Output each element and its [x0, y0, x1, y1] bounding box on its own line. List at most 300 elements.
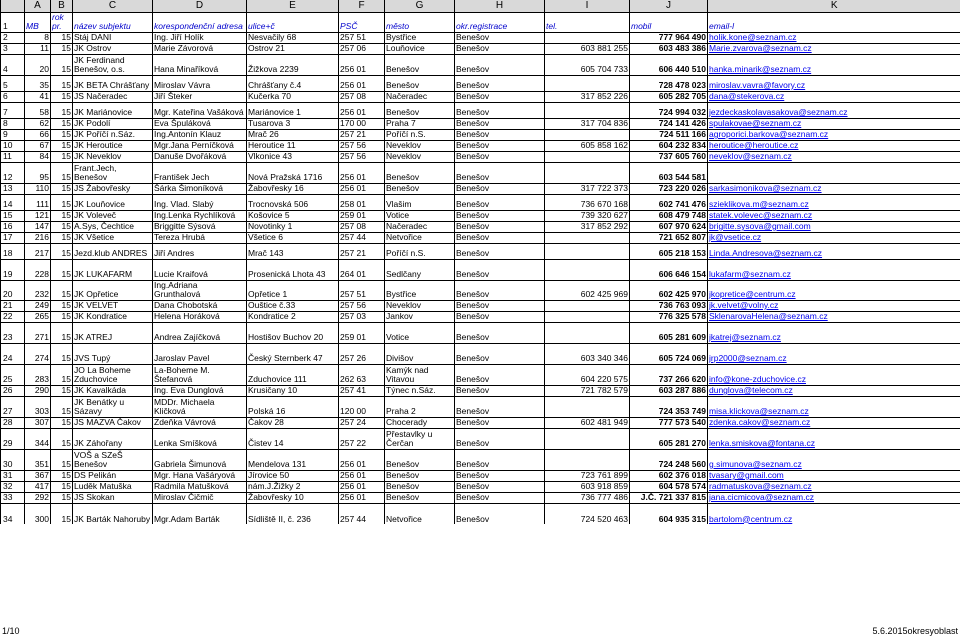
row-number[interactable]: 19	[1, 259, 25, 280]
mobile-cell[interactable]: 777 573 540	[630, 417, 708, 428]
mb-cell[interactable]: 8	[25, 32, 51, 43]
mobile-cell[interactable]: 604 935 315	[630, 503, 708, 524]
row-number[interactable]: 7	[1, 102, 25, 118]
district-cell[interactable]: Benešov	[455, 300, 545, 311]
phone-cell[interactable]: 724 520 463	[545, 503, 630, 524]
district-cell[interactable]: Benešov	[455, 32, 545, 43]
district-cell[interactable]: Benešov	[455, 91, 545, 102]
row-number[interactable]: 8	[1, 118, 25, 129]
email-cell[interactable]: holik.kone@seznam.cz	[708, 32, 960, 43]
district-cell[interactable]: Benešov	[455, 140, 545, 151]
header-city[interactable]: město	[385, 12, 455, 32]
district-cell[interactable]: Benešov	[455, 470, 545, 481]
phone-cell[interactable]: 603 918 859	[545, 481, 630, 492]
year-cell[interactable]: 15	[51, 102, 73, 118]
zip-cell[interactable]: 256 01	[339, 183, 385, 194]
city-cell[interactable]: Chocerady	[385, 417, 455, 428]
contact-cell[interactable]: Helena Horáková	[153, 311, 247, 322]
zip-cell[interactable]: 120 00	[339, 396, 385, 417]
zip-cell[interactable]: 257 22	[339, 428, 385, 449]
mobile-cell[interactable]: 605 281 270	[630, 428, 708, 449]
city-cell[interactable]: Neveklov	[385, 140, 455, 151]
mb-cell[interactable]: 67	[25, 140, 51, 151]
mb-cell[interactable]: 292	[25, 492, 51, 503]
zip-cell[interactable]: 256 01	[339, 492, 385, 503]
mb-cell[interactable]: 344	[25, 428, 51, 449]
city-cell[interactable]: Neveklov	[385, 300, 455, 311]
mobile-cell[interactable]: 724 994 032	[630, 102, 708, 118]
subject-name-cell[interactable]: JK Voleveč	[73, 210, 153, 221]
mb-cell[interactable]: 121	[25, 210, 51, 221]
mb-cell[interactable]: 228	[25, 259, 51, 280]
phone-cell[interactable]	[545, 311, 630, 322]
phone-cell[interactable]	[545, 162, 630, 183]
subject-name-cell[interactable]: JK Opřetice	[73, 280, 153, 300]
zip-cell[interactable]: 264 01	[339, 259, 385, 280]
contact-cell[interactable]: Andrea Zajíčková	[153, 322, 247, 343]
contact-cell[interactable]: Danuše Dvořáková	[153, 151, 247, 162]
district-cell[interactable]: Benešov	[455, 322, 545, 343]
mb-cell[interactable]: 35	[25, 75, 51, 91]
city-cell[interactable]: Netvořice	[385, 503, 455, 524]
zip-cell[interactable]: 257 06	[339, 43, 385, 54]
email-cell[interactable]: jana.cicmicova@seznam.cz	[708, 492, 960, 503]
contact-cell[interactable]: Hana Minaříková	[153, 54, 247, 75]
mobile-cell[interactable]: 605 281 609	[630, 322, 708, 343]
mobile-cell[interactable]: 602 425 970	[630, 280, 708, 300]
zip-cell[interactable]: 257 51	[339, 32, 385, 43]
zip-cell[interactable]: 256 01	[339, 162, 385, 183]
mobile-cell[interactable]: 602 741 476	[630, 194, 708, 210]
mb-cell[interactable]: 249	[25, 300, 51, 311]
street-cell[interactable]: Sídliště II, č. 236	[247, 503, 339, 524]
year-cell[interactable]: 15	[51, 32, 73, 43]
row-number[interactable]: 17	[1, 232, 25, 243]
subject-name-cell[interactable]: DS Pelikán	[73, 470, 153, 481]
mobile-cell[interactable]: 777 964 490	[630, 32, 708, 43]
email-cell[interactable]: szieklikova.m@seznam.cz	[708, 194, 960, 210]
street-cell[interactable]: Trocnovská 506	[247, 194, 339, 210]
row-number[interactable]: 9	[1, 129, 25, 140]
zip-cell[interactable]: 256 01	[339, 481, 385, 492]
phone-cell[interactable]	[545, 129, 630, 140]
year-cell[interactable]: 15	[51, 243, 73, 259]
column-letter[interactable]: C	[73, 0, 153, 12]
mobile-cell[interactable]: 776 325 578	[630, 311, 708, 322]
column-letter[interactable]: B	[51, 0, 73, 12]
street-cell[interactable]: Vlkonice 43	[247, 151, 339, 162]
row-number[interactable]: 12	[1, 162, 25, 183]
city-cell[interactable]: Benešov	[385, 481, 455, 492]
email-cell[interactable]: agroporici.barkova@seznam.cz	[708, 129, 960, 140]
row-number[interactable]: 21	[1, 300, 25, 311]
city-cell[interactable]: Bystřice	[385, 32, 455, 43]
phone-cell[interactable]: 603 881 255	[545, 43, 630, 54]
phone-cell[interactable]: 317 852 226	[545, 91, 630, 102]
column-letter[interactable]: K	[708, 0, 960, 12]
email-cell[interactable]: tvasary@gmail.com	[708, 470, 960, 481]
row-number[interactable]: 32	[1, 481, 25, 492]
mobile-cell[interactable]: 737 605 760	[630, 151, 708, 162]
email-cell[interactable]: Linda.Andresova@seznam.cz	[708, 243, 960, 259]
year-cell[interactable]: 15	[51, 343, 73, 364]
zip-cell[interactable]: 257 44	[339, 232, 385, 243]
phone-cell[interactable]	[545, 232, 630, 243]
contact-cell[interactable]: Tereza Hrubá	[153, 232, 247, 243]
city-cell[interactable]: Benešov	[385, 54, 455, 75]
zip-cell[interactable]: 259 01	[339, 210, 385, 221]
mobile-cell[interactable]: 608 479 748	[630, 210, 708, 221]
phone-cell[interactable]	[545, 396, 630, 417]
district-cell[interactable]: Benešov	[455, 102, 545, 118]
subject-name-cell[interactable]: JS Načeradec	[73, 91, 153, 102]
mb-cell[interactable]: 271	[25, 322, 51, 343]
subject-name-cell[interactable]: JK Poříčí n.Sáz.	[73, 129, 153, 140]
district-cell[interactable]: Benešov	[455, 259, 545, 280]
email-cell[interactable]: statek.volevec@seznam.cz	[708, 210, 960, 221]
mb-cell[interactable]: 303	[25, 396, 51, 417]
year-cell[interactable]: 15	[51, 259, 73, 280]
year-cell[interactable]: 15	[51, 311, 73, 322]
mb-cell[interactable]: 41	[25, 91, 51, 102]
street-cell[interactable]: Mrač 143	[247, 243, 339, 259]
year-cell[interactable]: 15	[51, 54, 73, 75]
phone-cell[interactable]: 603 340 346	[545, 343, 630, 364]
zip-cell[interactable]: 256 01	[339, 470, 385, 481]
email-cell[interactable]: jkatrej@seznam.cz	[708, 322, 960, 343]
district-cell[interactable]: Benešov	[455, 449, 545, 470]
street-cell[interactable]: Mendelova 131	[247, 449, 339, 470]
subject-name-cell[interactable]: A.Sys, Čechtice	[73, 221, 153, 232]
contact-cell[interactable]: Marie Závorová	[153, 43, 247, 54]
row-number[interactable]: 1	[1, 12, 25, 32]
mb-cell[interactable]: 84	[25, 151, 51, 162]
year-cell[interactable]: 15	[51, 428, 73, 449]
email-cell[interactable]: Marie.zvarova@seznam.cz	[708, 43, 960, 54]
year-cell[interactable]: 15	[51, 481, 73, 492]
street-cell[interactable]: Heroutice 11	[247, 140, 339, 151]
subject-name-cell[interactable]: JK Heroutice	[73, 140, 153, 151]
subject-name-cell[interactable]: Jezd.klub ANDRES	[73, 243, 153, 259]
column-letter[interactable]: F	[339, 0, 385, 12]
email-cell[interactable]: sarkasimonikova@seznam.cz	[708, 183, 960, 194]
street-cell[interactable]: Ouštice č.33	[247, 300, 339, 311]
phone-cell[interactable]	[545, 151, 630, 162]
street-cell[interactable]: Košovice 5	[247, 210, 339, 221]
city-cell[interactable]: Jankov	[385, 311, 455, 322]
email-cell[interactable]: radmatuskova@seznam.cz	[708, 481, 960, 492]
mobile-cell[interactable]: 605 724 069	[630, 343, 708, 364]
subject-name-cell[interactable]: JK Benátky u Sázavy	[73, 396, 153, 417]
subject-name-cell[interactable]: Frant.Jech, Benešov	[73, 162, 153, 183]
row-number[interactable]: 20	[1, 280, 25, 300]
row-number[interactable]: 14	[1, 194, 25, 210]
year-cell[interactable]: 15	[51, 280, 73, 300]
year-cell[interactable]: 15	[51, 221, 73, 232]
street-cell[interactable]: nám.J.Žižky 2	[247, 481, 339, 492]
row-number[interactable]: 28	[1, 417, 25, 428]
row-number[interactable]: 23	[1, 322, 25, 343]
subject-name-cell[interactable]: JK Ostrov	[73, 43, 153, 54]
district-cell[interactable]: Benešov	[455, 183, 545, 194]
row-number[interactable]: 34	[1, 503, 25, 524]
mb-cell[interactable]: 95	[25, 162, 51, 183]
year-cell[interactable]: 15	[51, 118, 73, 129]
contact-cell[interactable]: Mgr.Jana Perníčková	[153, 140, 247, 151]
district-cell[interactable]: Benešov	[455, 503, 545, 524]
city-cell[interactable]: Poříčí n.S.	[385, 243, 455, 259]
phone-cell[interactable]: 602 425 969	[545, 280, 630, 300]
column-letter[interactable]: H	[455, 0, 545, 12]
phone-cell[interactable]	[545, 75, 630, 91]
phone-cell[interactable]	[545, 243, 630, 259]
email-cell[interactable]: hanka.minarik@seznam.cz	[708, 54, 960, 75]
row-number[interactable]: 15	[1, 210, 25, 221]
email-cell[interactable]: jk.velvet@volny.cz	[708, 300, 960, 311]
district-cell[interactable]: Benešov	[455, 221, 545, 232]
email-cell[interactable]: jezdeckaskolavasakova@seznam.cz	[708, 102, 960, 118]
year-cell[interactable]: 15	[51, 129, 73, 140]
contact-cell[interactable]: Briggitte Sýsová	[153, 221, 247, 232]
email-cell[interactable]: dunglova@telecom.cz	[708, 385, 960, 396]
mb-cell[interactable]: 216	[25, 232, 51, 243]
column-letter[interactable]: G	[385, 0, 455, 12]
mobile-cell[interactable]: 605 282 705	[630, 91, 708, 102]
year-cell[interactable]: 15	[51, 151, 73, 162]
city-cell[interactable]: Sedlčany	[385, 259, 455, 280]
header-address[interactable]: korespondenční adresa	[153, 12, 247, 32]
street-cell[interactable]: Krusičany 10	[247, 385, 339, 396]
mb-cell[interactable]: 274	[25, 343, 51, 364]
email-cell[interactable]: miroslav.vavra@favory.cz	[708, 75, 960, 91]
year-cell[interactable]: 15	[51, 43, 73, 54]
street-cell[interactable]: Polská 16	[247, 396, 339, 417]
street-cell[interactable]: Jírovice 50	[247, 470, 339, 481]
zip-cell[interactable]: 262 63	[339, 364, 385, 385]
column-letter[interactable]: D	[153, 0, 247, 12]
phone-cell[interactable]	[545, 449, 630, 470]
street-cell[interactable]: Žabovřesky 16	[247, 183, 339, 194]
contact-cell[interactable]: Jaroslav Pavel	[153, 343, 247, 364]
district-cell[interactable]: Benešov	[455, 364, 545, 385]
city-cell[interactable]: Divišov	[385, 343, 455, 364]
column-letter[interactable]: A	[25, 0, 51, 12]
street-cell[interactable]: Všetice 6	[247, 232, 339, 243]
header-mobile[interactable]: mobil	[630, 12, 708, 32]
mobile-cell[interactable]: 607 970 624	[630, 221, 708, 232]
street-cell[interactable]: Mariánovice 1	[247, 102, 339, 118]
mb-cell[interactable]: 66	[25, 129, 51, 140]
row-number[interactable]: 6	[1, 91, 25, 102]
district-cell[interactable]: Benešov	[455, 151, 545, 162]
subject-name-cell[interactable]: JK Neveklov	[73, 151, 153, 162]
district-cell[interactable]: Benešov	[455, 417, 545, 428]
mobile-cell[interactable]: 604 232 834	[630, 140, 708, 151]
mb-cell[interactable]: 58	[25, 102, 51, 118]
district-cell[interactable]: Benešov	[455, 428, 545, 449]
city-cell[interactable]: Neveklov	[385, 151, 455, 162]
email-cell[interactable]: lukafarm@seznam.cz	[708, 259, 960, 280]
year-cell[interactable]: 15	[51, 322, 73, 343]
zip-cell[interactable]: 257 56	[339, 140, 385, 151]
zip-cell[interactable]: 257 51	[339, 280, 385, 300]
mobile-cell[interactable]: 724 511 166	[630, 129, 708, 140]
phone-cell[interactable]: 736 777 486	[545, 492, 630, 503]
zip-cell[interactable]: 257 26	[339, 343, 385, 364]
zip-cell[interactable]: 257 08	[339, 91, 385, 102]
contact-cell[interactable]: Ing. Vlad. Slabý	[153, 194, 247, 210]
contact-cell[interactable]: František Jech	[153, 162, 247, 183]
mobile-cell[interactable]: 606 646 154	[630, 259, 708, 280]
street-cell[interactable]: Čakov 28	[247, 417, 339, 428]
subject-name-cell[interactable]: JK ATREJ	[73, 322, 153, 343]
zip-cell[interactable]: 257 21	[339, 129, 385, 140]
mb-cell[interactable]: 20	[25, 54, 51, 75]
subject-name-cell[interactable]: JK Ferdinand Benešov, o.s.	[73, 54, 153, 75]
district-cell[interactable]: Benešov	[455, 280, 545, 300]
mobile-cell[interactable]: 605 218 153	[630, 243, 708, 259]
mb-cell[interactable]: 367	[25, 470, 51, 481]
subject-name-cell[interactable]: JK Kondratice	[73, 311, 153, 322]
contact-cell[interactable]: Mgr. Kateřina Vašáková	[153, 102, 247, 118]
year-cell[interactable]: 15	[51, 449, 73, 470]
subject-name-cell[interactable]: VOŠ a SZeŠ Benešov	[73, 449, 153, 470]
email-cell[interactable]: jk@vsetice.cz	[708, 232, 960, 243]
email-cell[interactable]: spulakovae@seznam.cz	[708, 118, 960, 129]
contact-cell[interactable]: Mgr.Adam Barták	[153, 503, 247, 524]
year-cell[interactable]: 15	[51, 492, 73, 503]
header-subject-name[interactable]: název subjektu	[73, 12, 153, 32]
column-letter[interactable]: E	[247, 0, 339, 12]
mb-cell[interactable]: 300	[25, 503, 51, 524]
zip-cell[interactable]: 257 21	[339, 243, 385, 259]
phone-cell[interactable]: 605 858 162	[545, 140, 630, 151]
row-number[interactable]: 31	[1, 470, 25, 481]
phone-cell[interactable]: 723 761 899	[545, 470, 630, 481]
mb-cell[interactable]: 111	[25, 194, 51, 210]
phone-cell[interactable]	[545, 428, 630, 449]
contact-cell[interactable]: Zdeňka Vávrová	[153, 417, 247, 428]
header-street[interactable]: ulice+č	[247, 12, 339, 32]
email-cell[interactable]: misa.klickova@seznam.cz	[708, 396, 960, 417]
subject-name-cell[interactable]: JK BETA Chrášťany	[73, 75, 153, 91]
phone-cell[interactable]	[545, 259, 630, 280]
contact-cell[interactable]: Ing. Eva Dunglová	[153, 385, 247, 396]
district-cell[interactable]: Benešov	[455, 492, 545, 503]
year-cell[interactable]: 15	[51, 183, 73, 194]
email-cell[interactable]: info@kone-zduchovice.cz	[708, 364, 960, 385]
city-cell[interactable]: Benešov	[385, 492, 455, 503]
contact-cell[interactable]: Lenka Smíšková	[153, 428, 247, 449]
email-cell[interactable]: neveklov@seznam.cz	[708, 151, 960, 162]
street-cell[interactable]: Český Sternberk 47	[247, 343, 339, 364]
contact-cell[interactable]: Gabriela Šimunová	[153, 449, 247, 470]
row-number[interactable]: 29	[1, 428, 25, 449]
mb-cell[interactable]: 232	[25, 280, 51, 300]
zip-cell[interactable]: 259 01	[339, 322, 385, 343]
email-cell[interactable]: lenka.smiskova@fontana.cz	[708, 428, 960, 449]
city-cell[interactable]: Kamýk nad Vitavou	[385, 364, 455, 385]
mb-cell[interactable]: 110	[25, 183, 51, 194]
header-rok[interactable]: rok pr.	[51, 12, 73, 32]
mobile-cell[interactable]: 723 220 026	[630, 183, 708, 194]
email-cell[interactable]: g.simunova@seznam.cz	[708, 449, 960, 470]
zip-cell[interactable]: 256 01	[339, 102, 385, 118]
year-cell[interactable]: 15	[51, 396, 73, 417]
zip-cell[interactable]: 257 08	[339, 221, 385, 232]
subject-name-cell[interactable]: JK Louňovice	[73, 194, 153, 210]
city-cell[interactable]: Týnec n.Sáz.	[385, 385, 455, 396]
header-district[interactable]: okr.registrace	[455, 12, 545, 32]
year-cell[interactable]: 15	[51, 470, 73, 481]
mobile-cell[interactable]: 728 478 023	[630, 75, 708, 91]
year-cell[interactable]: 15	[51, 385, 73, 396]
district-cell[interactable]: Benešov	[455, 385, 545, 396]
zip-cell[interactable]: 257 56	[339, 300, 385, 311]
city-cell[interactable]: Přestavlky u Čerčan	[385, 428, 455, 449]
year-cell[interactable]: 15	[51, 91, 73, 102]
contact-cell[interactable]: Jiří Šteker	[153, 91, 247, 102]
street-cell[interactable]: Chrášťany č.4	[247, 75, 339, 91]
email-cell[interactable]: zdenka.cakov@seznam.cz	[708, 417, 960, 428]
mobile-cell[interactable]: 724 248 560	[630, 449, 708, 470]
street-cell[interactable]: Mrač 26	[247, 129, 339, 140]
email-cell[interactable]: dana@stekerova.cz	[708, 91, 960, 102]
mb-cell[interactable]: 307	[25, 417, 51, 428]
contact-cell[interactable]: Eva Špuláková	[153, 118, 247, 129]
subject-name-cell[interactable]: JO La Boheme Zduchovice	[73, 364, 153, 385]
subject-name-cell[interactable]: JK Barták Nahoruby	[73, 503, 153, 524]
street-cell[interactable]: Žabovřesky 10	[247, 492, 339, 503]
city-cell[interactable]: Praha 7	[385, 118, 455, 129]
street-cell[interactable]: Novotinky 1	[247, 221, 339, 232]
district-cell[interactable]: Benešov	[455, 162, 545, 183]
district-cell[interactable]: Benešov	[455, 43, 545, 54]
contact-cell[interactable]: Dana Chobotská	[153, 300, 247, 311]
year-cell[interactable]: 15	[51, 210, 73, 221]
row-number[interactable]: 18	[1, 243, 25, 259]
mobile-cell[interactable]: 604 578 574	[630, 481, 708, 492]
mobile-cell[interactable]: 606 440 510	[630, 54, 708, 75]
email-cell[interactable]: brigitte.sysova@gmail.com	[708, 221, 960, 232]
city-cell[interactable]: Načeradec	[385, 91, 455, 102]
mobile-cell[interactable]: 724 141 426	[630, 118, 708, 129]
street-cell[interactable]: Ostrov 21	[247, 43, 339, 54]
zip-cell[interactable]: 257 03	[339, 311, 385, 322]
city-cell[interactable]: Benešov	[385, 183, 455, 194]
mb-cell[interactable]: 265	[25, 311, 51, 322]
year-cell[interactable]: 15	[51, 140, 73, 151]
street-cell[interactable]: Kučerka 70	[247, 91, 339, 102]
mobile-cell[interactable]: 602 376 018	[630, 470, 708, 481]
column-letter[interactable]: J	[630, 0, 708, 12]
mb-cell[interactable]: 351	[25, 449, 51, 470]
phone-cell[interactable]: 317 852 292	[545, 221, 630, 232]
contact-cell[interactable]: Lucie Kraifová	[153, 259, 247, 280]
city-cell[interactable]: Vlašim	[385, 194, 455, 210]
mobile-cell[interactable]: 721 652 807	[630, 232, 708, 243]
district-cell[interactable]: Benešov	[455, 118, 545, 129]
city-cell[interactable]: Bystřice	[385, 280, 455, 300]
city-cell[interactable]: Benešov	[385, 162, 455, 183]
phone-cell[interactable]	[545, 32, 630, 43]
mobile-cell[interactable]: 737 266 620	[630, 364, 708, 385]
subject-name-cell[interactable]: JS Skokan	[73, 492, 153, 503]
email-cell[interactable]: SklenarovaHelena@seznam.cz	[708, 311, 960, 322]
street-cell[interactable]: Čistev 14	[247, 428, 339, 449]
year-cell[interactable]: 15	[51, 503, 73, 524]
district-cell[interactable]: Benešov	[455, 243, 545, 259]
